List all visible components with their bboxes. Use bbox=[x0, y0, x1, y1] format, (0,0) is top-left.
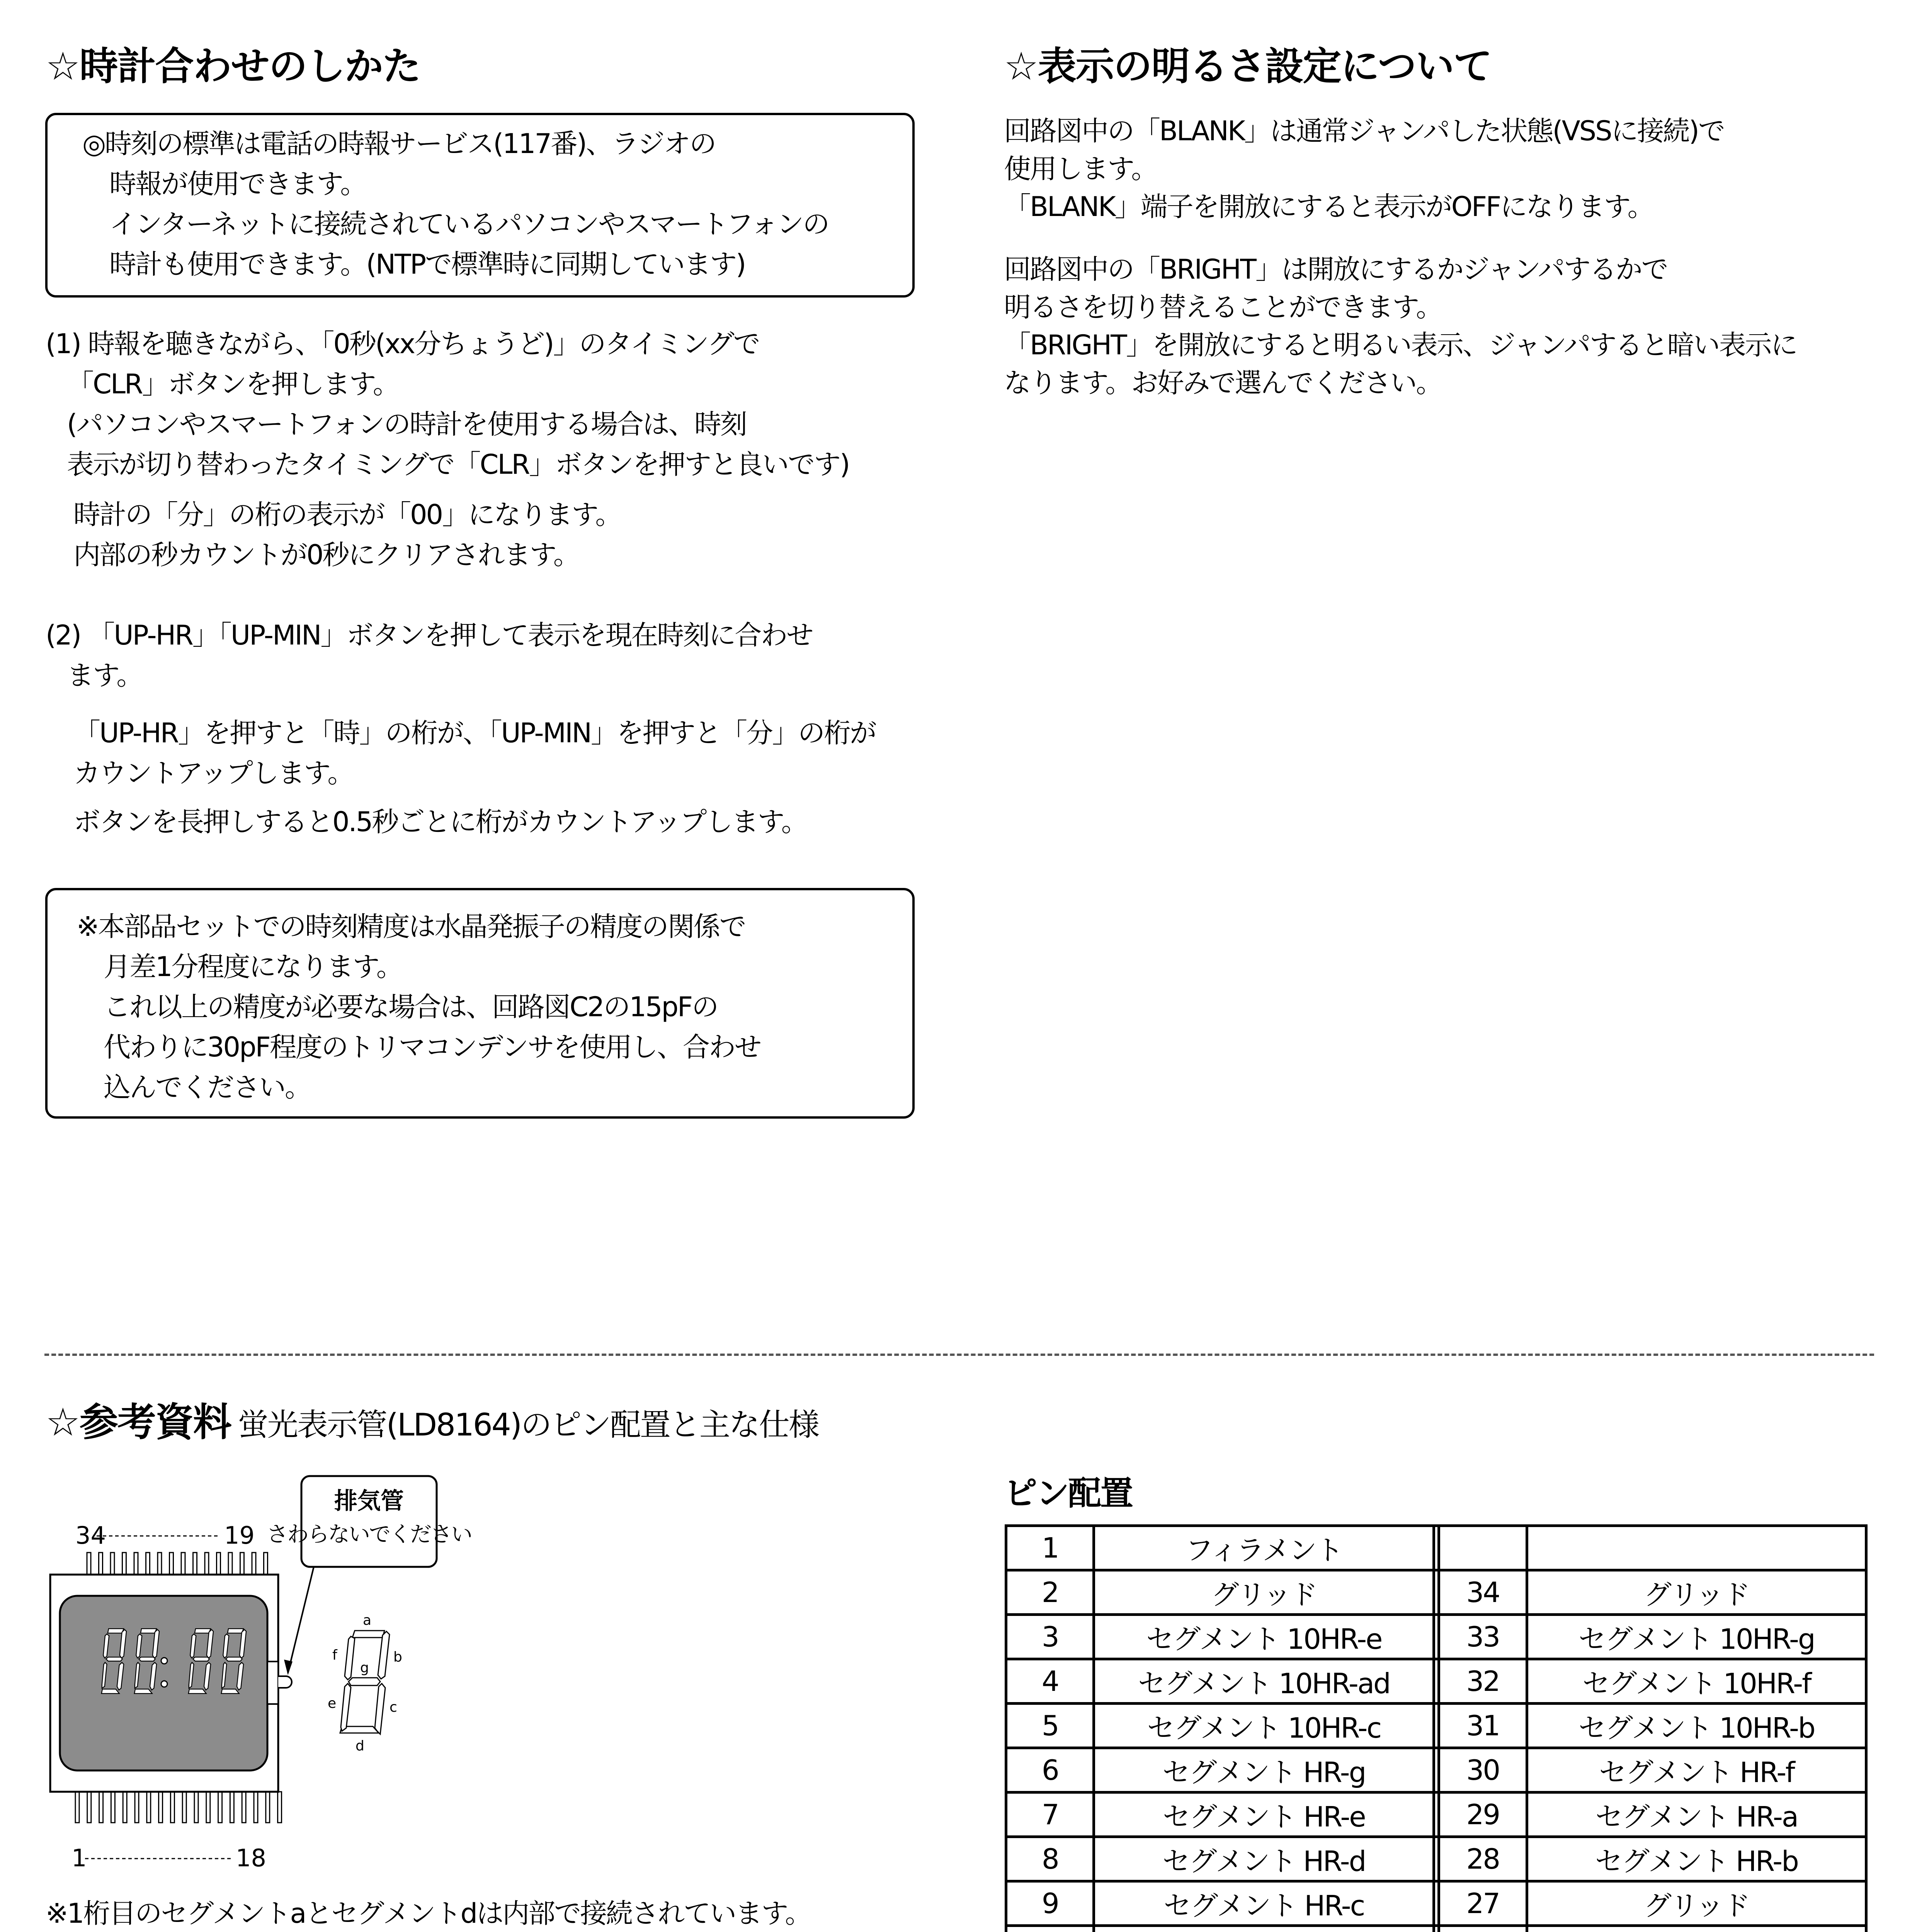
top-pin bbox=[205, 1553, 209, 1575]
pin-function-left bbox=[1094, 1926, 1434, 1932]
pin-function-right: セグメント HR-b bbox=[1527, 1837, 1866, 1881]
clock-setting-title: ☆時計合わせのしかた bbox=[46, 44, 420, 89]
bottom-pin bbox=[242, 1792, 246, 1823]
pin-number-left: 5 bbox=[1006, 1704, 1094, 1748]
bottom-pin bbox=[266, 1792, 270, 1823]
pin-table-row bbox=[1006, 1926, 1866, 1932]
pin-function-right bbox=[1527, 1526, 1866, 1570]
bright-line: 明るさを切り替えることができます。 bbox=[1004, 291, 1442, 323]
column-separator bbox=[1434, 1570, 1439, 1615]
digit-segment-g bbox=[193, 1657, 209, 1661]
segment-e bbox=[341, 1684, 351, 1731]
pin-table-row bbox=[1006, 1837, 1866, 1881]
pin-label-1: 1 bbox=[71, 1844, 87, 1872]
top-pin bbox=[111, 1553, 114, 1575]
diagram-note: ※1桁目のセグメントaとセグメントdは内部で接続されています。 bbox=[46, 1898, 811, 1929]
brightness-title: ☆表示の明るさ設定について bbox=[1004, 44, 1492, 89]
pin-number-left: 3 bbox=[1006, 1615, 1094, 1659]
step-1-line: 表示が切り替わったタイミングで「CLR」ボタンを押すと良いです) bbox=[67, 449, 849, 480]
top-pin bbox=[264, 1553, 268, 1575]
bottom-pin bbox=[254, 1792, 258, 1823]
pin-number-left: 4 bbox=[1006, 1659, 1094, 1704]
bright-line: 回路図中の「BRIGHT」は開放にするかジャンパするかで bbox=[1004, 253, 1667, 285]
pin-number-left: 1 bbox=[1006, 1526, 1094, 1570]
bottom-pin bbox=[111, 1792, 115, 1823]
pin-function-right: グリッド bbox=[1527, 1570, 1866, 1615]
info-line: インターネットに接続されているパソコンやスマートフォンの bbox=[109, 208, 829, 240]
accuracy-line: 込んでください。 bbox=[104, 1071, 311, 1103]
step-2-detail bbox=[73, 713, 876, 793]
blank-line: 「BLANK」端子を開放にすると表示がOFFになります。 bbox=[1004, 191, 1653, 223]
pin-function-right: セグメント 10HR-g bbox=[1527, 1615, 1866, 1659]
digit-segment-d bbox=[221, 1689, 239, 1694]
pin-function-left: セグメント 10HR-ad bbox=[1094, 1659, 1434, 1704]
pin-label-19: 19 bbox=[224, 1521, 255, 1549]
top-pin bbox=[193, 1553, 197, 1575]
pin-function-left: セグメント 10HR-e bbox=[1094, 1615, 1434, 1659]
top-pins bbox=[87, 1553, 268, 1575]
top-pin bbox=[252, 1553, 256, 1575]
pin-function-left: グリッド bbox=[1094, 1570, 1434, 1615]
bottom-pin bbox=[159, 1792, 163, 1823]
digit-segment-d bbox=[102, 1689, 119, 1694]
accuracy-line: ※本部品セットでの時刻精度は水晶発振子の精度の関係で bbox=[77, 911, 745, 942]
step-2-line: (2) 「UP-HR」「UP-MIN」ボタンを押して表示を現在時刻に合わせ bbox=[46, 619, 813, 651]
step-1-result-line: 時計の「分」の桁の表示が「00」になります。 bbox=[73, 499, 621, 531]
pin-function-left: セグメント HR-e bbox=[1094, 1793, 1434, 1837]
top-pin bbox=[87, 1553, 91, 1575]
digit-segment-a bbox=[195, 1629, 211, 1633]
pin-number-right: 27 bbox=[1439, 1881, 1527, 1926]
pin-table-row bbox=[1006, 1704, 1866, 1748]
segment-label-c: c bbox=[390, 1699, 397, 1715]
pin-table-row bbox=[1006, 1793, 1866, 1837]
pin-number-right: 29 bbox=[1439, 1793, 1527, 1837]
pin-number-left: 8 bbox=[1006, 1837, 1094, 1881]
blank-paragraph bbox=[1004, 112, 1724, 226]
column-separator bbox=[1434, 1837, 1439, 1881]
bright-line: なります。お好みで選んでください。 bbox=[1004, 367, 1442, 399]
step-1-line: 「CLR」ボタンを押します。 bbox=[67, 368, 399, 400]
segment-label-b: b bbox=[393, 1649, 402, 1665]
bottom-pin bbox=[147, 1792, 151, 1823]
pin-function-right: セグメント 10HR-f bbox=[1527, 1659, 1866, 1704]
pin-table-row bbox=[1006, 1615, 1866, 1659]
column-separator bbox=[1434, 1926, 1439, 1932]
pin-table bbox=[1005, 1524, 1868, 1932]
column-separator bbox=[1434, 1881, 1439, 1926]
pin-number-left: 9 bbox=[1006, 1881, 1094, 1926]
step-2-line: ます。 bbox=[67, 660, 143, 691]
pin-table-row bbox=[1006, 1881, 1866, 1926]
section-divider bbox=[44, 1354, 1874, 1356]
top-pin bbox=[146, 1553, 150, 1575]
vfd-diagram bbox=[39, 1464, 927, 1897]
pin-function-right: グリッド bbox=[1527, 1881, 1866, 1926]
step-2 bbox=[46, 615, 812, 696]
segment-key-diagram bbox=[328, 1612, 402, 1754]
top-pin bbox=[122, 1553, 126, 1575]
info-line: 時計も使用できます。(NTPで標準時に同期しています) bbox=[109, 248, 745, 280]
accuracy-note-box bbox=[45, 888, 915, 1119]
segment-a bbox=[352, 1631, 384, 1638]
top-pin bbox=[228, 1553, 232, 1575]
pin-number-right bbox=[1439, 1526, 1527, 1570]
step-1-result-line: 内部の秒カウントが0秒にクリアされます。 bbox=[73, 539, 579, 571]
pin-table-row bbox=[1006, 1659, 1866, 1704]
pin-function-right: セグメント HR-a bbox=[1527, 1793, 1866, 1837]
bottom-pin bbox=[206, 1792, 210, 1823]
bottom-pin bbox=[87, 1792, 91, 1823]
accuracy-line: 月差1分程度になります。 bbox=[104, 951, 402, 983]
callout-title: 排気管 bbox=[334, 1488, 404, 1515]
pin-function-left: フィラメント bbox=[1094, 1526, 1434, 1570]
bottom-pin bbox=[218, 1792, 222, 1823]
step-1 bbox=[46, 324, 849, 485]
segment-c bbox=[375, 1684, 385, 1734]
bottom-pin bbox=[75, 1792, 79, 1823]
column-separator bbox=[1434, 1659, 1439, 1704]
step-2-detail-line: 「UP-HR」を押すと「時」の桁が、「UP-MIN」を押すと「分」の桁が bbox=[73, 717, 876, 749]
pin-table-row bbox=[1006, 1526, 1866, 1570]
step-2-detail-line: カウントアップします。 bbox=[73, 757, 354, 789]
pin-number-left: 6 bbox=[1006, 1748, 1094, 1793]
segment-label-a: a bbox=[362, 1612, 372, 1628]
digit-segment-a bbox=[108, 1629, 124, 1633]
segment-b bbox=[378, 1631, 390, 1679]
info-line: 時報が使用できます。 bbox=[109, 168, 366, 200]
pin-number-right: 33 bbox=[1439, 1615, 1527, 1659]
exhaust-tube-base bbox=[267, 1662, 278, 1704]
pin-label-18: 18 bbox=[236, 1844, 266, 1872]
digit-segment-a bbox=[228, 1629, 243, 1633]
column-separator bbox=[1434, 1704, 1439, 1748]
bright-paragraph bbox=[1004, 250, 1797, 402]
exhaust-tube-tip bbox=[278, 1676, 292, 1688]
digit-segment-g bbox=[106, 1657, 122, 1661]
segment-label-f: f bbox=[332, 1647, 337, 1663]
bottom-pin bbox=[194, 1792, 198, 1823]
digit-segment-g bbox=[139, 1657, 155, 1661]
pin-number-right bbox=[1439, 1926, 1527, 1932]
reference-title bbox=[46, 1391, 818, 1447]
diagram-notes bbox=[46, 1889, 811, 1932]
bottom-pin bbox=[123, 1792, 127, 1823]
bright-line: 「BRIGHT」を開放にすると明るい表示、ジャンパすると暗い表示に bbox=[1004, 329, 1797, 361]
pin-function-left: セグメント 10HR-c bbox=[1094, 1704, 1434, 1748]
segment-label-d: d bbox=[356, 1738, 364, 1754]
pin-number-right: 32 bbox=[1439, 1659, 1527, 1704]
standard-time-info-box bbox=[45, 113, 915, 298]
top-pin bbox=[240, 1553, 244, 1575]
pin-number-right: 31 bbox=[1439, 1704, 1527, 1748]
column-separator bbox=[1434, 1615, 1439, 1659]
pin-table-row bbox=[1006, 1748, 1866, 1793]
bottom-pin bbox=[170, 1792, 174, 1823]
top-pin bbox=[170, 1553, 173, 1575]
pin-number-left bbox=[1006, 1926, 1094, 1932]
column-separator bbox=[1434, 1526, 1439, 1570]
digit-segment-d bbox=[189, 1689, 206, 1694]
bottom-pin bbox=[182, 1792, 186, 1823]
blank-line: 使用します。 bbox=[1004, 153, 1157, 185]
pin-function-right bbox=[1527, 1926, 1866, 1932]
segment-g bbox=[349, 1678, 380, 1685]
segment-f bbox=[345, 1636, 355, 1680]
segment-label-g: g bbox=[360, 1660, 369, 1676]
digit-segment-d bbox=[134, 1689, 152, 1694]
column-separator bbox=[1434, 1748, 1439, 1793]
step-1-line: (パソコンやスマートフォンの時計を使用する場合は、時刻 bbox=[67, 408, 746, 440]
pin-function-left: セグメント HR-d bbox=[1094, 1837, 1434, 1881]
top-pin bbox=[134, 1553, 138, 1575]
pin-function-left: セグメント HR-c bbox=[1094, 1881, 1434, 1926]
pin-number-left: 7 bbox=[1006, 1793, 1094, 1837]
top-pin bbox=[217, 1553, 221, 1575]
bottom-pins bbox=[75, 1792, 282, 1823]
segment-label-e: e bbox=[328, 1696, 337, 1711]
pin-number-right: 30 bbox=[1439, 1748, 1527, 1793]
accuracy-line: これ以上の精度が必要な場合は、回路図C2の15pFの bbox=[104, 991, 718, 1023]
step-1-result bbox=[73, 495, 621, 575]
step-2-hold-note: ボタンを長押しすると0.5秒ごとに桁がカウントアップします。 bbox=[73, 806, 807, 838]
top-pin bbox=[158, 1553, 162, 1575]
pin-function-left: セグメント HR-g bbox=[1094, 1748, 1434, 1793]
reference-title-bold: ☆参考資料 bbox=[46, 1400, 231, 1445]
colon-dot-lower bbox=[161, 1681, 167, 1687]
pin-function-right: セグメント HR-f bbox=[1527, 1748, 1866, 1793]
digit-segment-a bbox=[141, 1629, 156, 1633]
bottom-pin bbox=[135, 1792, 139, 1823]
callout-arrow-head bbox=[284, 1660, 293, 1675]
bottom-pin bbox=[99, 1792, 103, 1823]
callout-arrow-line bbox=[288, 1567, 314, 1673]
pin-number-left: 2 bbox=[1006, 1570, 1094, 1615]
info-line: ◎時刻の標準は電話の時報サービス(117番)、ラジオの bbox=[82, 128, 716, 160]
pin-table-title: ピン配置 bbox=[1004, 1474, 1132, 1513]
accuracy-line: 代わりに30pF程度のトリマコンデンサを使用し、合わせ bbox=[104, 1031, 760, 1063]
colon-dot-upper bbox=[161, 1658, 167, 1664]
bottom-pin bbox=[230, 1792, 234, 1823]
top-pin bbox=[99, 1553, 103, 1575]
pin-table-row bbox=[1006, 1570, 1866, 1615]
pin-function-right: セグメント 10HR-b bbox=[1527, 1704, 1866, 1748]
pin-number-right: 34 bbox=[1439, 1570, 1527, 1615]
pin-label-34: 34 bbox=[75, 1521, 106, 1549]
blank-line: 回路図中の「BLANK」は通常ジャンパした状態(VSSに接続)で bbox=[1004, 115, 1724, 147]
step-1-line: (1) 時報を聴きながら、「0秒(xx分ちょうど)」のタイミングで bbox=[46, 328, 759, 360]
digit-segment-g bbox=[226, 1657, 242, 1661]
bottom-pin bbox=[278, 1792, 282, 1823]
pin-number-right: 28 bbox=[1439, 1837, 1527, 1881]
top-pin bbox=[181, 1553, 185, 1575]
reference-title-rest: 蛍光表示管(LD8164)のピン配置と主な仕様 bbox=[237, 1407, 818, 1443]
callout-warning: さわらないでください bbox=[267, 1522, 471, 1547]
column-separator bbox=[1434, 1793, 1439, 1837]
